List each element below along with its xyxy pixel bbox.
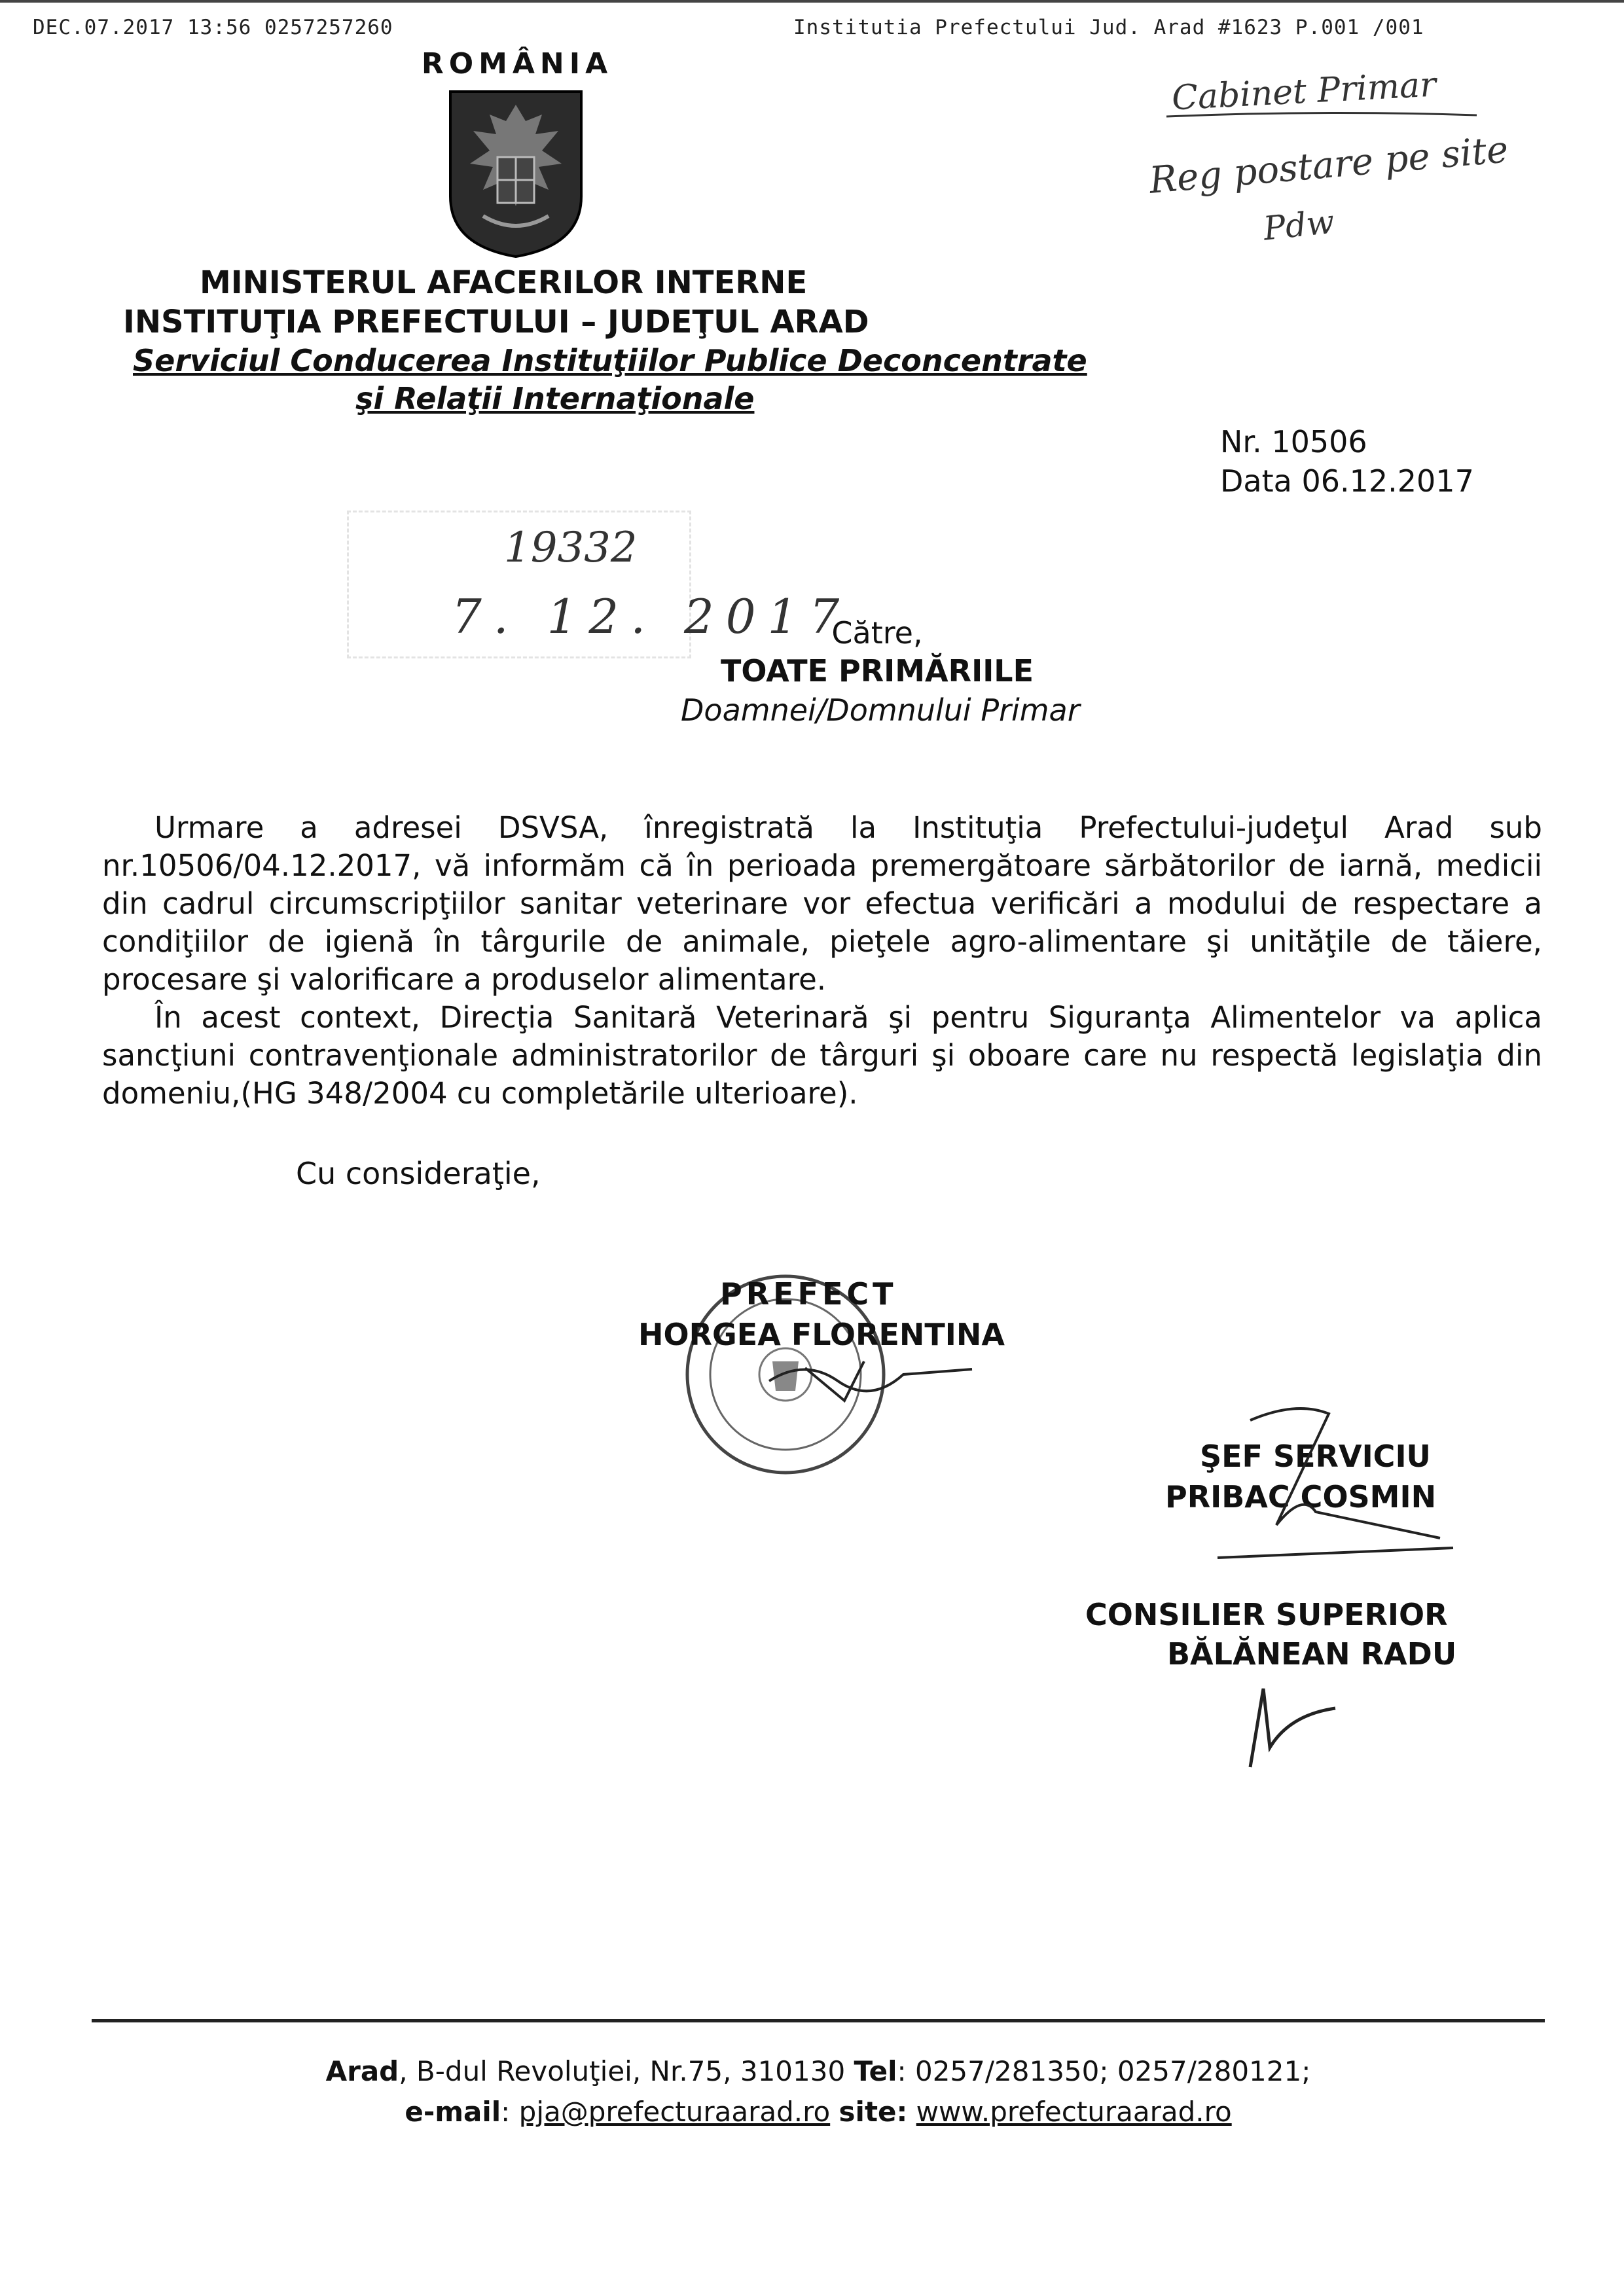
- footer-contact-line: e-mail: pja@prefecturaarad.ro site: www.prefecturaarad.ro: [405, 2096, 1232, 2128]
- body-paragraph-1: Urmare a adresei DSVSA, înregistrată la Instituţia Prefectului-judeţul Arad sub nr.10506/04.12.2017, vă informăm că în perioada premergătoare sărbătorilor de iarnă, medicii din cadrul circumscripţiilor sanitar veterinare vor efectua verificări a modului de respectare a condiţiilor de igienă în târgurile de animale, pieţele agro-alimentare şi unităţile de tăiere, procesare şi valorificare a produselor alimentare.: [102, 810, 1542, 997]
- institution-name: INSTITUŢIA PREFECTULUI – JUDEŢUL ARAD: [123, 304, 869, 340]
- footer-divider: [92, 2019, 1545, 2022]
- footer-tel-value: : 0257/281350; 0257/280121;: [897, 2055, 1311, 2087]
- chief-signature-scribble: [1165, 1394, 1466, 1577]
- prefect-signature-scribble: [766, 1355, 975, 1407]
- footer-address-line: [92, 2055, 1545, 2087]
- handwritten-note-line1: Cabinet Primar: [1170, 65, 1437, 118]
- registration-number: 19332: [504, 524, 638, 572]
- footer-site-link[interactable]: www.prefecturaarad.ro: [916, 2096, 1232, 2128]
- service-name-line1: Serviciul Conducerea Instituţiilor Publice Deconcentrate: [133, 343, 1087, 378]
- handwritten-underline: [1165, 111, 1479, 119]
- registration-date: 7. 12. 2017: [452, 589, 852, 644]
- advisor-name: BĂLĂNEAN RADU: [1167, 1636, 1457, 1672]
- letter-body: [102, 809, 1542, 1113]
- document-date: Data 06.12.2017: [1220, 463, 1474, 499]
- body-paragraph-2: În acest context, Direcţia Sanitară Veterinară şi pentru Siguranţa Alimentelor va aplica sancţiuni contravenţionale administratorilor de târguri şi oboare care nu respectă legislaţia din domeniu,(HG 348/2004 cu completările ulterioare).: [102, 1000, 1542, 1111]
- chief-title: ŞEF SERVICIU: [1200, 1439, 1431, 1474]
- addressee-recipient: TOATE PRIMĂRIILE: [720, 653, 1034, 689]
- footer-email-label: e-mail: [405, 2096, 501, 2128]
- footer-city: Arad: [325, 2055, 399, 2087]
- footer-site-label: site:: [839, 2096, 908, 2128]
- closing-phrase: Cu consideraţie,: [296, 1156, 541, 1191]
- handwritten-note-line3: Pdw: [1261, 202, 1337, 248]
- prefect-title: PREFECT: [720, 1276, 897, 1312]
- coat-of-arms-icon: [444, 85, 588, 262]
- document-number: Nr. 10506: [1220, 424, 1367, 459]
- country-name: ROMÂNIA: [421, 47, 613, 81]
- ministry-name: MINISTERUL AFACERILOR INTERNE: [200, 264, 808, 301]
- chief-name: PRIBAC COSMIN: [1165, 1479, 1437, 1515]
- handwritten-note-line2: Reg postare pe site: [1147, 128, 1510, 202]
- addressee-salutation: Doamnei/Domnului Primar: [681, 692, 1080, 728]
- advisor-signature-scribble: [1237, 1676, 1348, 1780]
- fax-header-right: Institutia Prefectului Jud. Arad #1623 P.001 /001: [793, 16, 1424, 39]
- fax-header-left: DEC.07.2017 13:56 0257257260: [33, 16, 393, 39]
- footer-tel-label: Tel: [854, 2055, 897, 2087]
- footer-email-link[interactable]: pja@prefecturaarad.ro: [518, 2096, 831, 2128]
- addressee-to: Către,: [831, 615, 923, 651]
- fax-top-border: [0, 0, 1624, 3]
- service-name-line2: şi Relaţii Internaţionale: [355, 381, 755, 416]
- prefect-name: HORGEA FLORENTINA: [638, 1317, 1005, 1352]
- advisor-title: CONSILIER SUPERIOR: [1085, 1597, 1448, 1632]
- footer-address: , B-dul Revoluţiei, Nr.75, 310130: [399, 2055, 854, 2087]
